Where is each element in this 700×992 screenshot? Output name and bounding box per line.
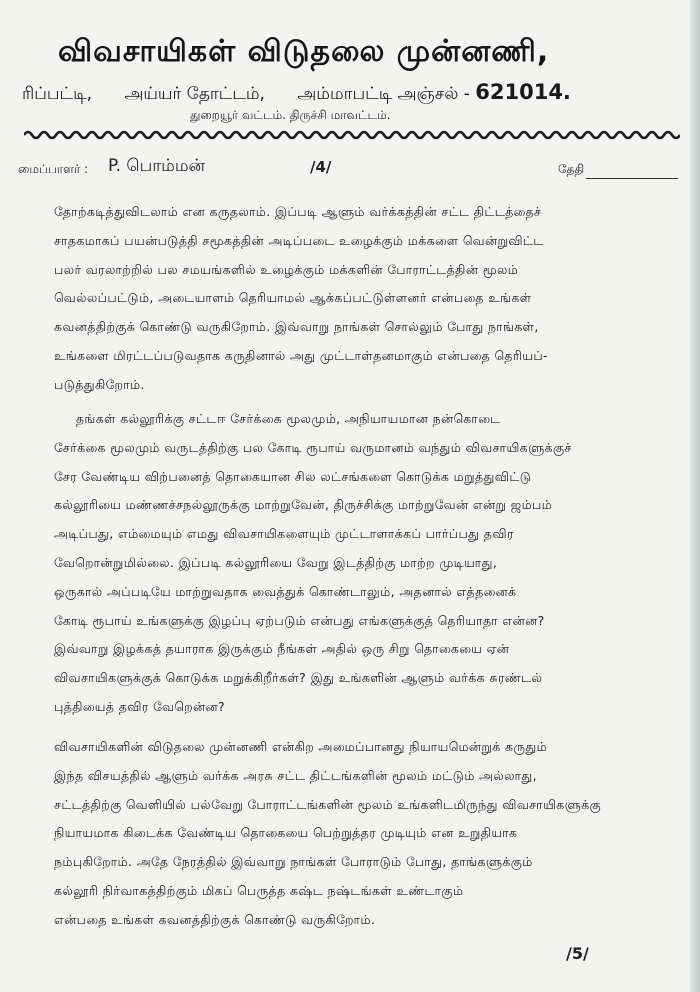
text-line: பலர் வரலாற்றில் பல சமயங்களில் உழைக்கும் மக்களின் போராட்டத்தின் மூலம் <box>54 261 519 277</box>
text-line: படுத்துகிறோம். <box>54 376 145 392</box>
text-line: நம்புகிறோம். அதே நேரத்தில் இவ்வாறு நாங்கள் போராடும் போது, தாங்களுக்கும் <box>54 854 533 870</box>
next-page-number: /5/ <box>566 944 589 963</box>
text-line: இந்த விசயத்தில் ஆளும் வர்க்க அரசு சட்ட திட்டங்களின் மூலம் மட்டும் அல்லாது, <box>54 767 538 783</box>
text-line: தோற்கடித்துவிடலாம் என கருதலாம். இப்படி ஆளும் வர்க்கத்தின் சட்ட திட்டத்தைச் <box>54 204 542 219</box>
text-line: வெல்லப்பட்டும், அடையாளம் தெரியாமல் ஆக்கப்பட்டுள்ளனர் என்பதை உங்கள் <box>54 290 532 306</box>
letter-meta <box>18 156 688 184</box>
text-line: கோடி ரூபாய் உங்களுக்கு இழப்பு ஏற்படும் என்பது எங்களுக்குத் தெரியாதா என்ன? <box>54 612 545 628</box>
text-line: இவ்வாறு இழக்கத் தயாராக இருக்கும் நீங்கள் அதில் ஒரு சிறு தொகையை ஏன் <box>54 641 510 657</box>
paragraph-2 <box>54 405 634 722</box>
text-line: சேர வேண்டிய விற்பனைத் தொகையான சில லட்சங்களை கொடுக்க மறுத்துவிட்டு <box>54 468 532 484</box>
paragraph-3 <box>54 733 634 935</box>
address-village: ரிப்பட்டி, <box>22 84 93 104</box>
organization-name: விவசாயிகள் விடுதலை முன்னணி, <box>58 34 550 69</box>
text-line: சட்டத்திற்கு வெளியில் பல்வேறு போராட்டங்களின் மூலம் உங்களிடமிருந்து விவசாயிகளுக்கு <box>54 796 602 812</box>
wavy-divider <box>24 128 680 142</box>
address-estate: அய்யர் தோட்டம், <box>124 84 265 104</box>
date-blank-line <box>586 178 678 179</box>
responsible-name: P. பொம்மன் <box>108 156 206 176</box>
address-pincode: 621014. <box>475 80 571 104</box>
text-line: சாதகமாகப் பயன்படுத்தி சமூகத்தின் அடிப்படை உழைக்கும் மக்களை வென்றுவிட்ட <box>54 232 544 248</box>
text-line: தங்கள் கல்லூரிக்கு சட்டஈ சேர்க்கை மூலமும், அநியாயமான நன்கொடை <box>54 411 501 426</box>
address-line <box>22 80 682 106</box>
address-post: அம்மாபட்டி அஞ்சல் - <box>297 84 470 104</box>
text-line: வேறொன்றுமில்லை. இப்படி கல்லூரியை வேறு இடத்திற்கு மாற்ற முடியாது, <box>54 554 498 570</box>
text-line: புத்தியைத் தவிர வேறென்ன? <box>54 698 226 714</box>
text-line: கல்லூரி நிர்வாகத்திற்கும் மிகப் பெருத்த கஷ்ட நஷ்டங்கள் உண்டாகும் <box>54 882 464 898</box>
text-line: விவசாயிகளுக்குக் கொடுக்க மறுக்கிறீர்கள்? இது உங்களின் ஆளும் வர்க்க சுரண்டல் <box>54 670 543 686</box>
text-line: கல்லூரியை மண்ணச்சநல்லூருக்கு மாற்றுவேன், திருச்சிக்கு மாற்றுவேன் என்று ஜம்பம் <box>54 497 553 513</box>
text-line: அடிப்பது, எம்மையும் எமது விவசாயிகளையும் முட்டாளாக்கப் பார்ப்பது தவிர <box>54 526 514 542</box>
responsible-label: மைப்பாளர் : <box>18 162 89 176</box>
date-label: தேதி <box>558 162 585 176</box>
text-line: என்பதை உங்கள் கவனத்திற்குக் கொண்டு வருகிறோம். <box>54 911 376 927</box>
page-number: /4/ <box>310 158 332 176</box>
district-line: துறையூர் வட்டம். திருச்சி மாவட்டம். <box>190 108 391 122</box>
text-line: நியாயமாக கிடைக்க வேண்டிய தொகையை பெற்றுத்தர முடியும் என உறுதியாக <box>54 825 518 841</box>
text-line: சேர்க்கை மூலமும் வருடத்திற்கு பல கோடி ரூபாய் வருமானம் வந்தும் விவசாயிகளுக்குச் <box>54 439 572 455</box>
text-line: விவசாயிகளின் விடுதலை முன்னணி என்கிற அமைப்பானது நியாயமென்றுக் கருதும் <box>54 739 548 754</box>
text-line: உங்களை மிரட்டப்படுவதாக கருதினால் அது முட்டாள்தனமாகும் என்பதை தெரியப்- <box>54 347 548 363</box>
text-line: ஒருகால் அப்படியே மாற்றுவதாக வைத்துக் கொண்டாலும், அதனால் எத்தனைக் <box>54 583 517 599</box>
text-line: கவனத்திற்குக் கொண்டு வருகிறோம். இவ்வாறு நாங்கள் சொல்லும் போது நாங்கள், <box>54 319 539 335</box>
paragraph-1 <box>54 198 634 400</box>
